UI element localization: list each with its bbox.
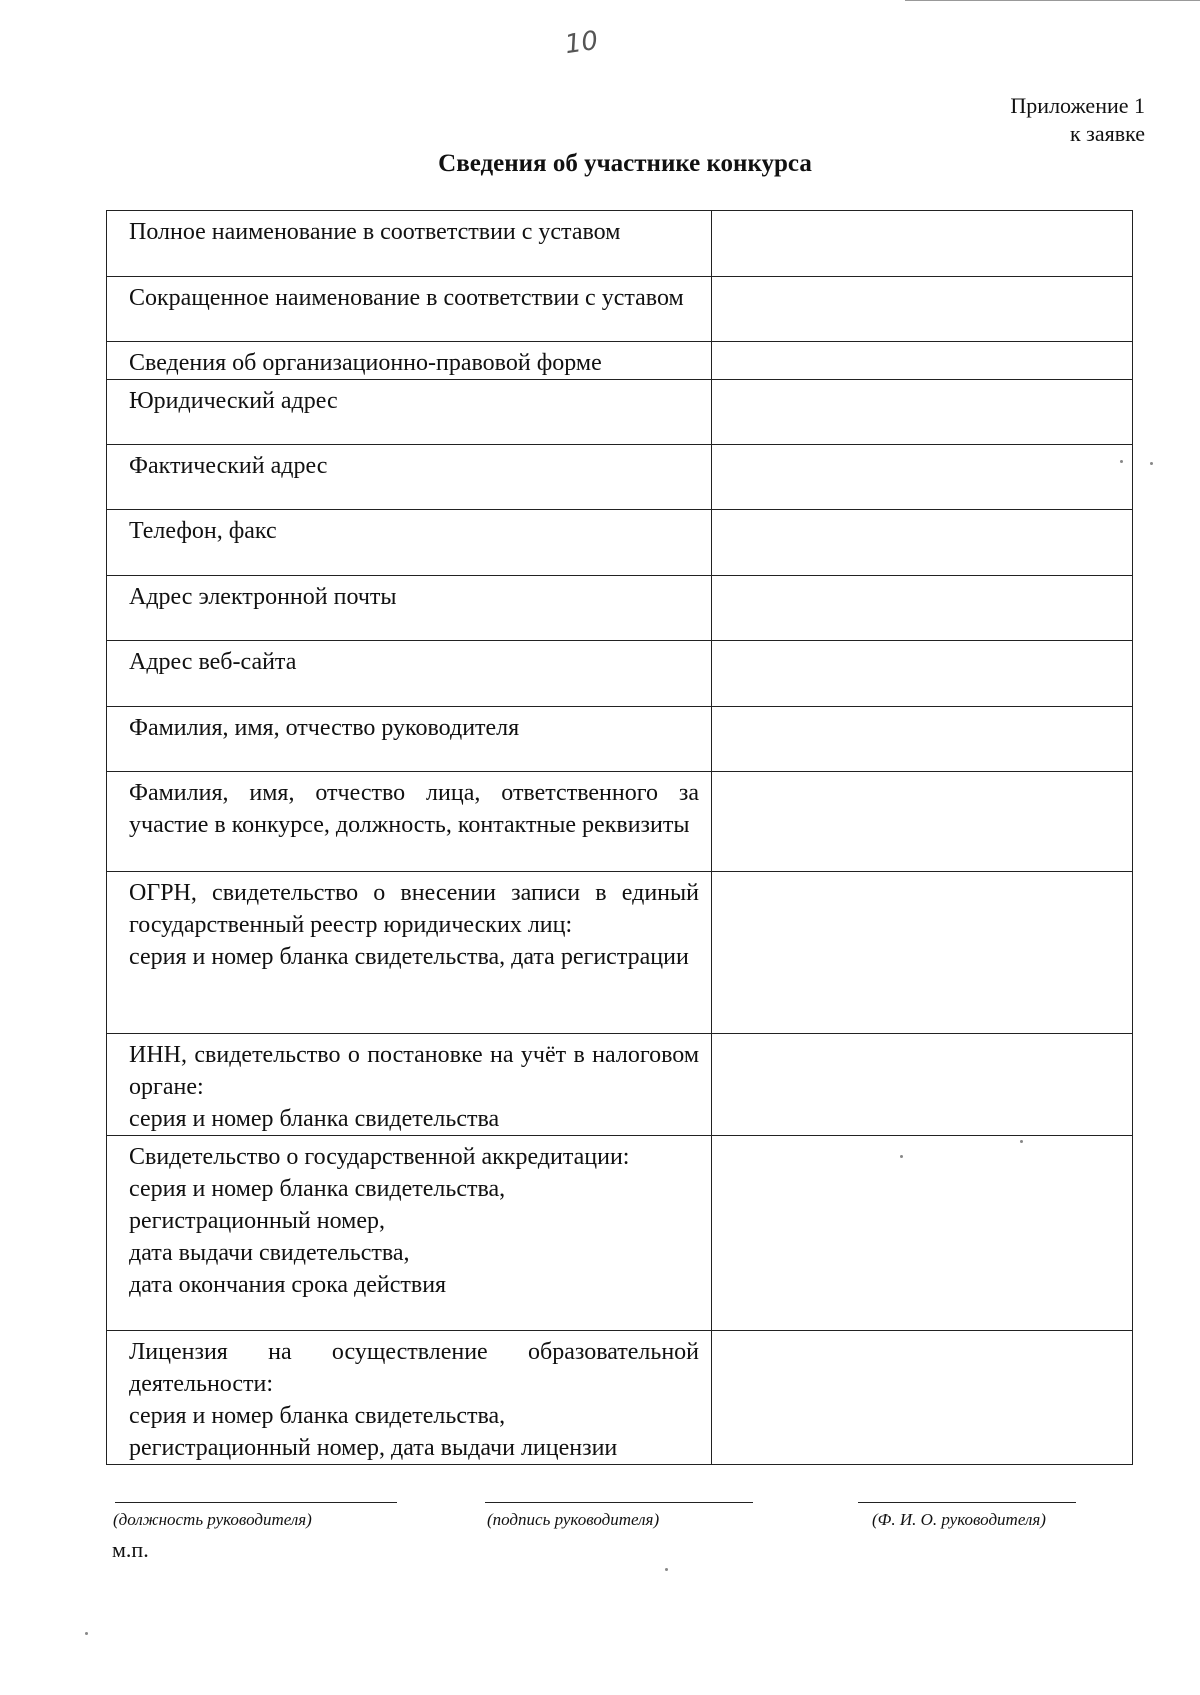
row-label: ИНН, свидетельство о постановке на учёт в налоговом органе: серия и номер бланка свидетельства [107, 1034, 712, 1136]
appendix-note [1010, 92, 1145, 148]
position-signature-line[interactable] [115, 1502, 397, 1503]
table-row [107, 510, 1133, 576]
table-row [107, 342, 1133, 380]
participant-info-table [106, 210, 1133, 1465]
table-row [107, 872, 1133, 1034]
document-title: Сведения об участнике конкурса [438, 150, 812, 177]
row-value-field[interactable] [712, 380, 1133, 445]
table-row [107, 641, 1133, 707]
row-label: Фамилия, имя, отчество лица, ответственного за участие в конкурсе, должность, контактные реквизиты [107, 772, 712, 872]
stamp-place-label: м.п. [112, 1537, 149, 1562]
table-row [107, 1136, 1133, 1331]
row-value-field[interactable] [712, 576, 1133, 641]
row-label: Сокращенное наименование в соответствии с уставом [107, 277, 712, 342]
row-value-field[interactable] [712, 445, 1133, 510]
row-label: Фамилия, имя, отчество руководителя [107, 707, 712, 772]
row-label: Фактический адрес [107, 445, 712, 510]
row-value-field[interactable] [712, 211, 1133, 277]
row-value-field[interactable] [712, 277, 1133, 342]
table-row [107, 1034, 1133, 1136]
row-value-field[interactable] [712, 510, 1133, 576]
row-label: Свидетельство о государственной аккредитации: серия и номер бланка свидетельства, регистрационный номер, дата выдачи свидетельства, дата окончания срока действия [107, 1136, 712, 1331]
appendix-line-2: к заявке [1069, 121, 1145, 146]
table-row [107, 772, 1133, 872]
row-label: Юридический адрес [107, 380, 712, 445]
position-caption: (должность руководителя) [113, 1510, 312, 1529]
table-row [107, 707, 1133, 772]
row-value-field[interactable] [712, 772, 1133, 872]
appendix-line-1: Приложение 1 [1010, 93, 1145, 118]
row-label: Лицензия на осуществление образовательной деятельности: серия и номер бланка свидетельства, регистрационный номер, дата выдачи лицензии [107, 1331, 712, 1465]
row-label: Сведения об организационно-правовой форме [107, 342, 712, 380]
scan-edge-line [905, 0, 1200, 1]
name-caption: (Ф. И. О. руководителя) [872, 1510, 1046, 1529]
table-row [107, 1331, 1133, 1465]
row-value-field[interactable] [712, 707, 1133, 772]
scan-speck [1150, 462, 1153, 465]
row-label: Адрес электронной почты [107, 576, 712, 641]
scan-speck [1120, 460, 1123, 463]
table-row [107, 445, 1133, 510]
row-label: Полное наименование в соответствии с уставом [107, 211, 712, 277]
scan-speck [665, 1568, 668, 1571]
row-value-field[interactable] [712, 641, 1133, 707]
handwritten-page-number: 10 [563, 25, 601, 61]
row-value-field[interactable] [712, 342, 1133, 380]
row-label: Адрес веб-сайта [107, 641, 712, 707]
table-row [107, 211, 1133, 277]
table-row [107, 277, 1133, 342]
scan-speck [85, 1632, 88, 1635]
row-value-field[interactable] [712, 1136, 1133, 1331]
table-row [107, 380, 1133, 445]
row-value-field[interactable] [712, 872, 1133, 1034]
row-value-field[interactable] [712, 1034, 1133, 1136]
scan-speck [900, 1155, 903, 1158]
scan-speck [1020, 1140, 1023, 1143]
row-value-field[interactable] [712, 1331, 1133, 1465]
signature-line[interactable] [485, 1502, 753, 1503]
table-row [107, 576, 1133, 641]
name-signature-line[interactable] [858, 1502, 1076, 1503]
signature-caption: (подпись руководителя) [487, 1510, 660, 1529]
row-label: Телефон, факс [107, 510, 712, 576]
row-label: ОГРН, свидетельство о внесении записи в единый государственный реестр юридических лиц: серия и номер бланка свидетельства, дата регистрации [107, 872, 712, 1034]
signature-block [0, 1490, 1200, 1610]
